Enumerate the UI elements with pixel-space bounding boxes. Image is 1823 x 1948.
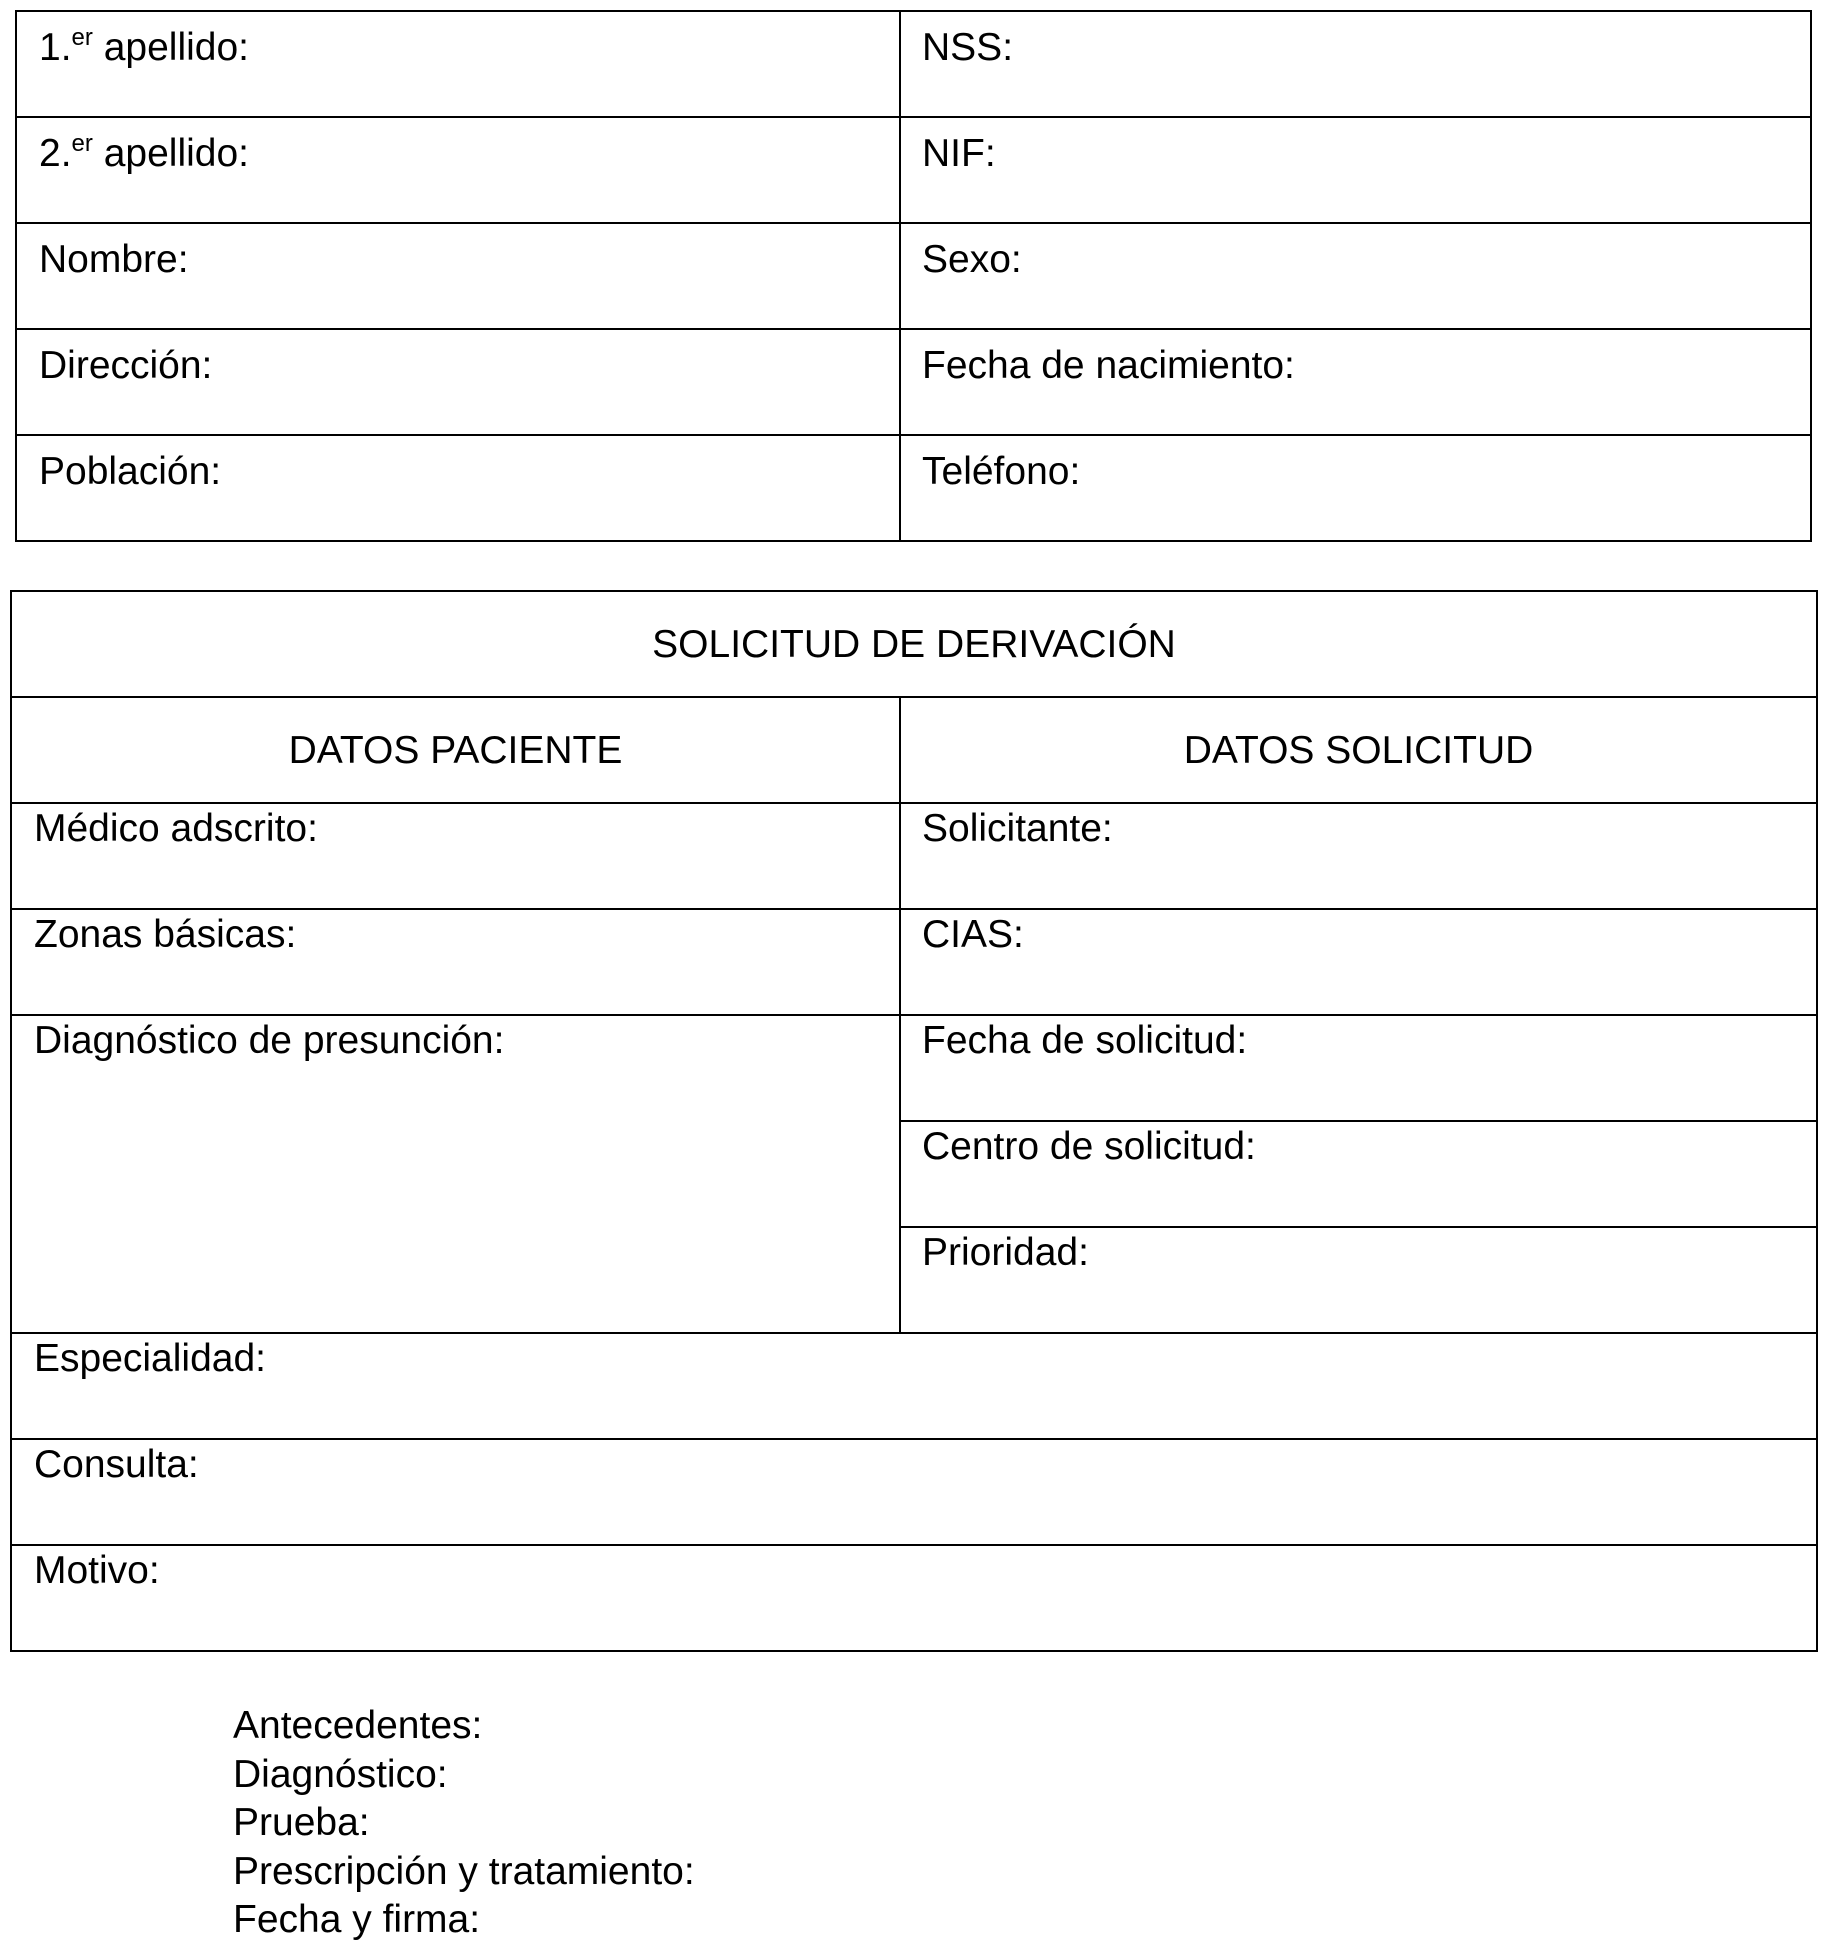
consultation-label: Consulta:: [34, 1443, 199, 1486]
reason-field[interactable]: [11, 1545, 1817, 1651]
referral-request-table: [10, 590, 1818, 1652]
footer-field-list: [233, 1702, 695, 1945]
nss-field[interactable]: [900, 11, 1811, 117]
table-row: [11, 591, 1817, 697]
diagnosis-label: Diagnóstico:: [233, 1752, 448, 1796]
name-field[interactable]: [16, 223, 900, 329]
cias-field[interactable]: [900, 909, 1817, 1015]
table-row: [11, 1545, 1817, 1651]
history-label: Antecedentes:: [233, 1704, 483, 1747]
second-surname-field[interactable]: [16, 117, 900, 223]
patient-identification-table: [15, 10, 1812, 542]
reason-label: Motivo:: [34, 1549, 160, 1592]
date-signature-label: Fecha y firma:: [233, 1898, 481, 1941]
table-row: [16, 11, 1811, 117]
cias-label: CIAS:: [922, 913, 1024, 956]
specialty-field[interactable]: [11, 1333, 1817, 1439]
patient-data-header-cell: [11, 697, 900, 803]
request-data-header-cell: [900, 697, 1817, 803]
priority-field[interactable]: [900, 1227, 1817, 1333]
first-surname-number: 1.: [39, 26, 72, 69]
table-row: [16, 329, 1811, 435]
first-surname-superscript: er: [71, 24, 93, 51]
specialty-label: Especialidad:: [34, 1337, 266, 1380]
presumptive-diagnosis-label: Diagnóstico de presunción:: [34, 1019, 505, 1062]
second-surname-number: 2.: [39, 132, 72, 175]
table-row: [11, 1439, 1817, 1545]
table-row: [16, 223, 1811, 329]
referral-title: SOLICITUD DE DERIVACIÓN: [652, 622, 1176, 666]
town-label: Población:: [39, 450, 222, 493]
request-center-field[interactable]: [900, 1121, 1817, 1227]
table-row: [11, 1333, 1817, 1439]
first-surname-label: apellido:: [92, 26, 249, 69]
second-surname-superscript: er: [71, 130, 93, 157]
nss-label: NSS:: [922, 26, 1014, 69]
assigned-doctor-label: Médico adscrito:: [34, 807, 318, 850]
address-field[interactable]: [16, 329, 900, 435]
name-label: Nombre:: [39, 238, 189, 281]
patient-data-header: DATOS PACIENTE: [288, 728, 623, 772]
birth-date-field[interactable]: [900, 329, 1811, 435]
table-row: [11, 697, 1817, 803]
prescription-treatment-label: Prescripción y tratamiento:: [233, 1849, 695, 1893]
nif-field[interactable]: [900, 117, 1811, 223]
nif-label: NIF:: [922, 132, 996, 175]
address-label: Dirección:: [39, 344, 213, 387]
consultation-field[interactable]: [11, 1439, 1817, 1545]
table-row: [11, 909, 1817, 1015]
birth-date-label: Fecha de nacimiento:: [922, 344, 1295, 387]
request-date-label: Fecha de solicitud:: [922, 1019, 1248, 1062]
first-surname-field[interactable]: [16, 11, 900, 117]
phone-label: Teléfono:: [922, 450, 1081, 493]
sex-label: Sexo:: [922, 238, 1022, 281]
basic-zones-label: Zonas básicas:: [34, 913, 297, 956]
table-row: [16, 117, 1811, 223]
presumptive-diagnosis-field[interactable]: [11, 1015, 900, 1333]
second-surname-label: apellido:: [92, 132, 249, 175]
requester-field[interactable]: [900, 803, 1817, 909]
sex-field[interactable]: [900, 223, 1811, 329]
requester-label: Solicitante:: [922, 807, 1113, 850]
priority-label: Prioridad:: [922, 1231, 1089, 1274]
table-row: [16, 435, 1811, 541]
town-field[interactable]: [16, 435, 900, 541]
assigned-doctor-field[interactable]: [11, 803, 900, 909]
request-data-header: DATOS SOLICITUD: [1183, 728, 1534, 772]
table-row: [11, 1015, 1817, 1121]
request-center-label: Centro de solicitud:: [922, 1125, 1256, 1168]
basic-zones-field[interactable]: [11, 909, 900, 1015]
table-row: [11, 803, 1817, 909]
referral-title-cell: [11, 591, 1817, 697]
request-date-field[interactable]: [900, 1015, 1817, 1121]
phone-field[interactable]: [900, 435, 1811, 541]
test-label: Prueba:: [233, 1801, 370, 1844]
